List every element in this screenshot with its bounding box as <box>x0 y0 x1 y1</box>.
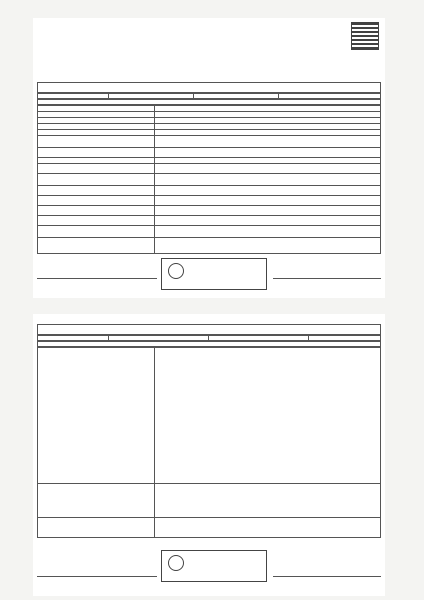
qr-code-icon <box>351 22 379 50</box>
property-table <box>37 346 381 538</box>
electronic-signature-stamp <box>161 258 267 290</box>
electronic-signature-stamp <box>161 550 267 582</box>
coat-of-arms-icon <box>168 555 184 571</box>
extract-page-2 <box>33 314 385 596</box>
property-table <box>37 104 381 254</box>
coat-of-arms-icon <box>168 263 184 279</box>
extract-page-1 <box>33 18 385 298</box>
